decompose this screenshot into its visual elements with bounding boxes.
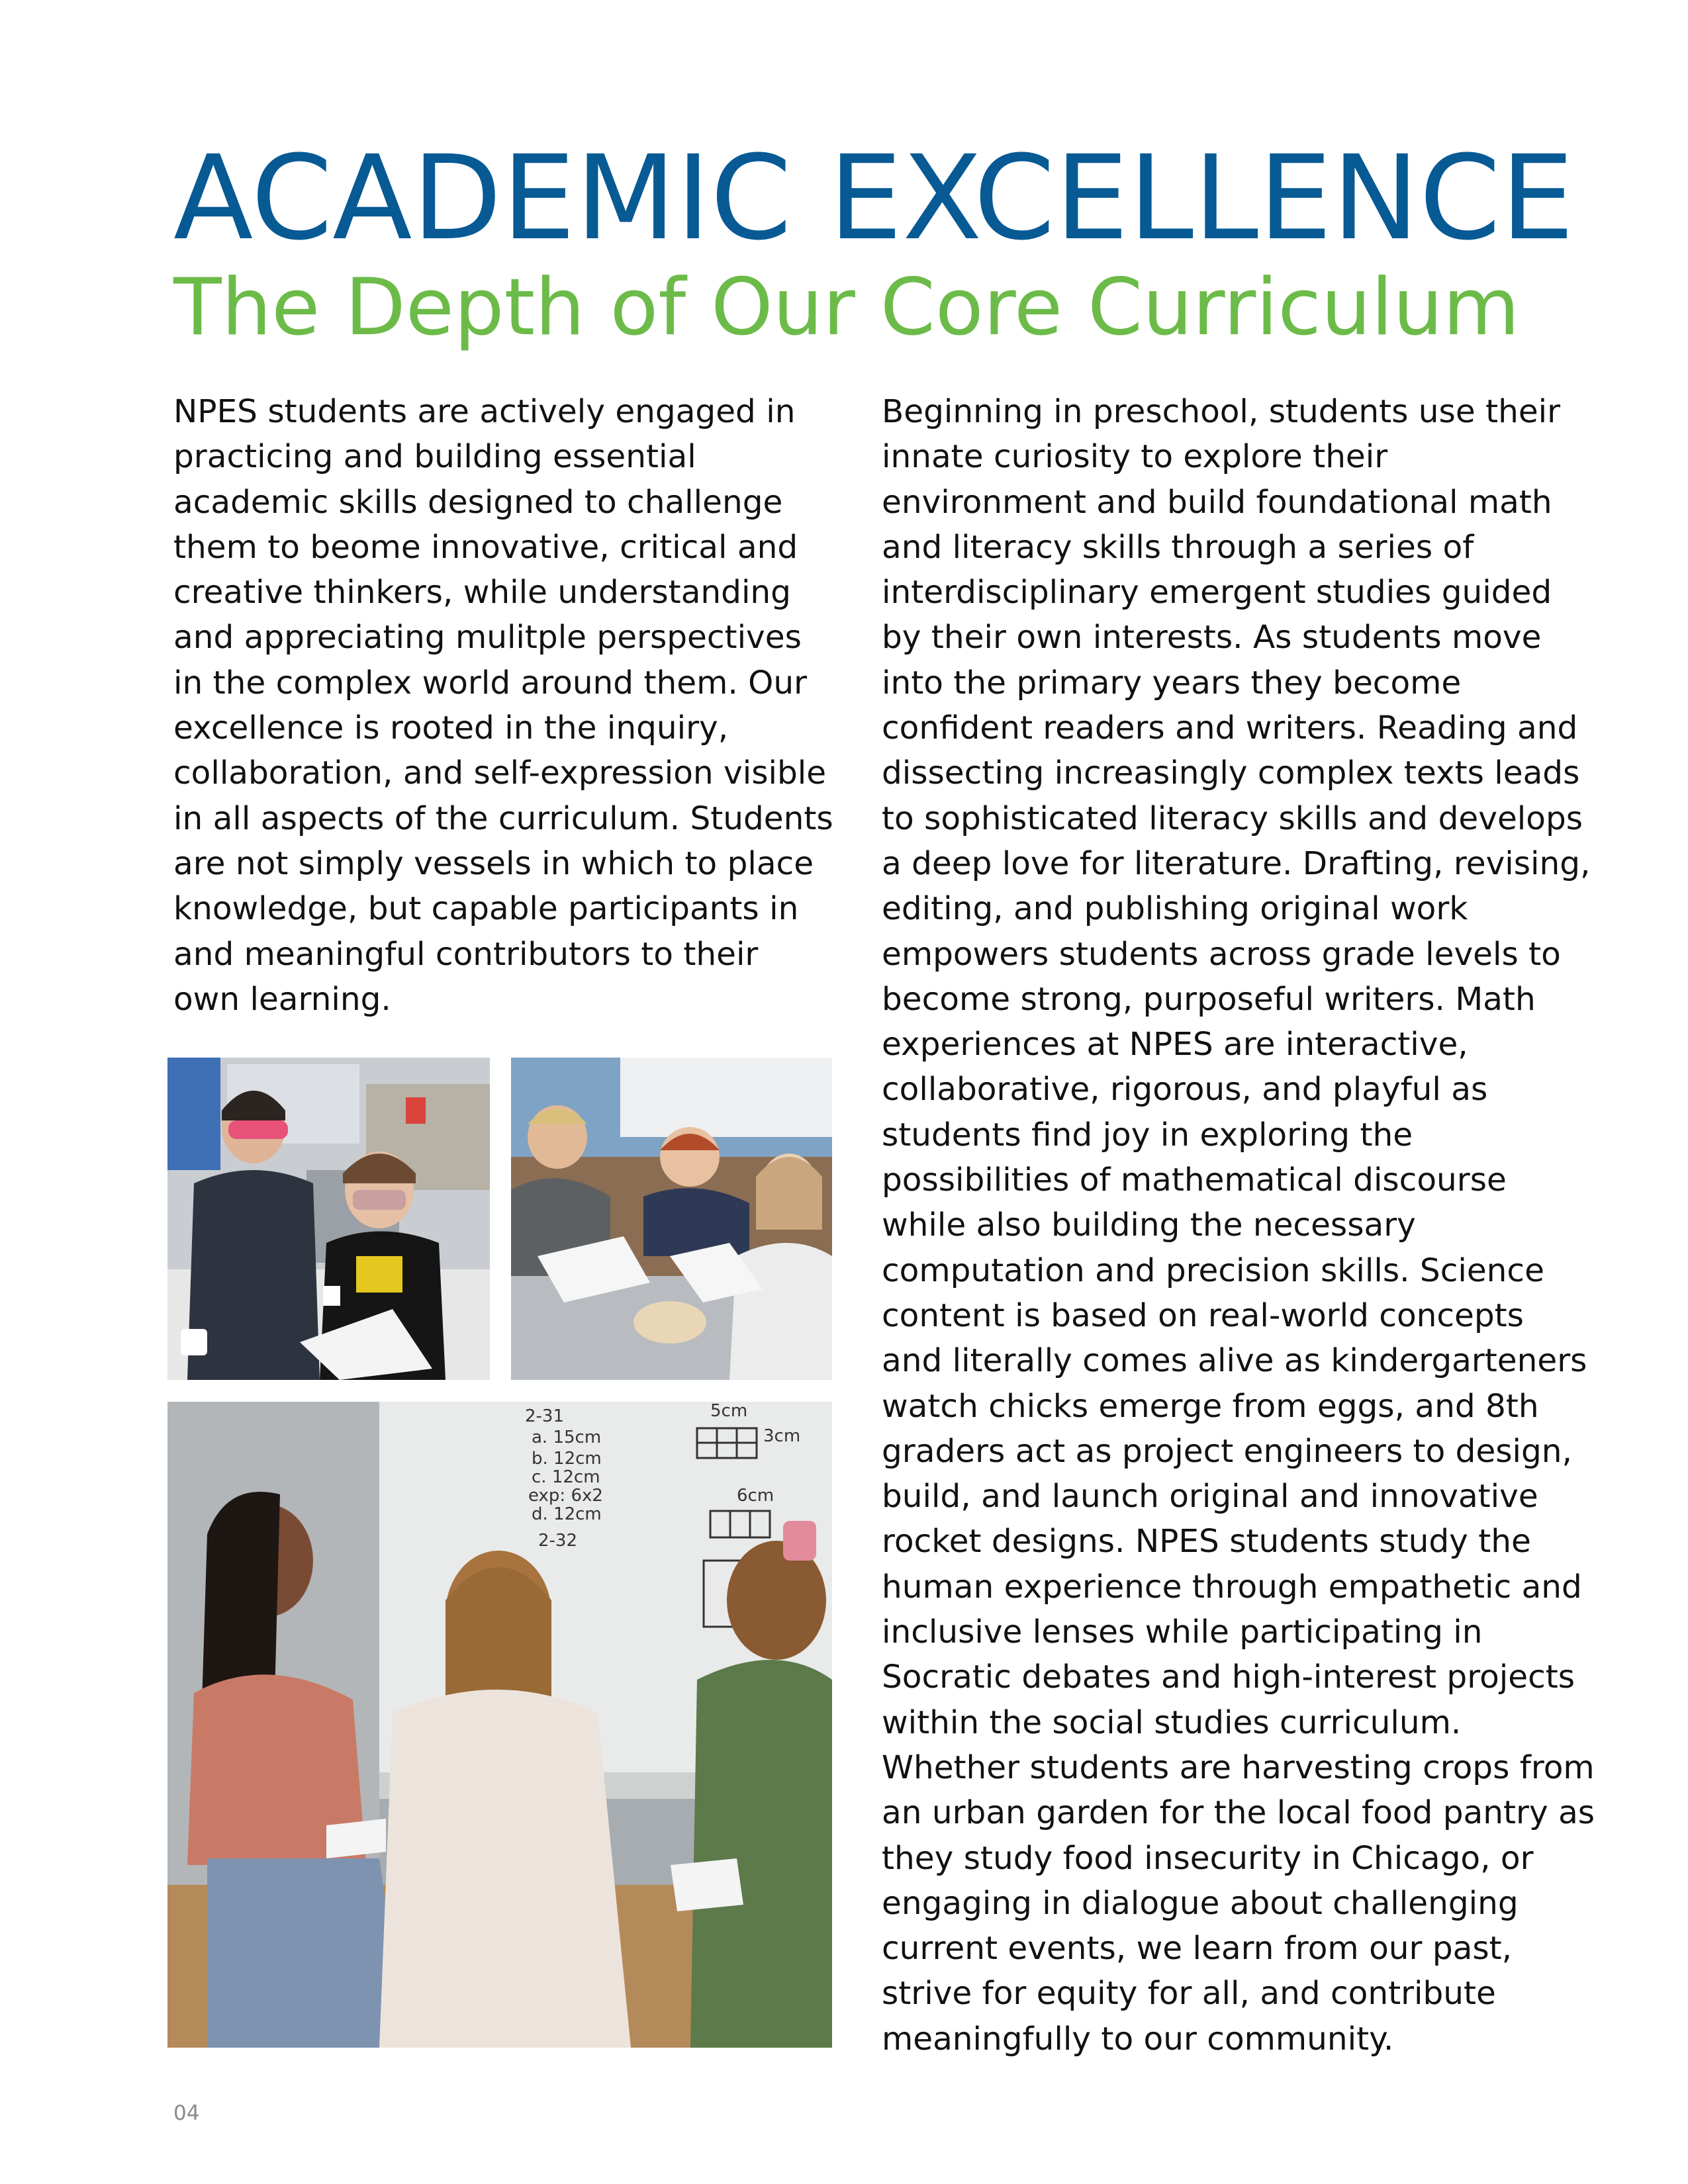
- whiteboard-line: d. 12cm: [532, 1504, 602, 1524]
- page-number: 04: [173, 2101, 200, 2125]
- curriculum-paragraph: Beginning in preschool, students use their innate curiosity to explore their environment and build foundational math and literacy skills through a series of interdisciplinary emergent studies guided by their own interests. As students move into the primary years they become confident readers and writers. Reading and dissecting increasingly complex texts leads to sophisticated literacy skills and develops a deep love for literature. Drafting, revising, editing, and publishing original work empowers students across grade levels to become strong, purposeful writers. Math experiences at NPES are interactive, collaborative, rigorous, and playful as students find joy in exploring the possibilities of mathematical discourse while also building the necessary computation and precision skills. Science content is based on real-world concepts and literally comes alive as kindergarteners watch chicks emerge from eggs, and 8th graders act as project engineers to design, build, and launch original and innovative rocket designs. NPES students study the human experience through empathetic and inclusive lenses while participating in Socratic debates and high-interest projects within the social studies curriculum. Whether students are harvesting crops from an urban garden for the local food pantry as they study food insecurity in Chicago, or engaging in dialogue about challenging current events, we learn from our past, strive for equity for all, and contribute meaningfully to our community.: [882, 393, 1595, 2058]
- whiteboard-line: 5cm: [710, 1402, 748, 1421]
- whiteboard-line: 2-31: [525, 1406, 565, 1426]
- whiteboard-line: exp: 6x2: [528, 1486, 603, 1506]
- whiteboard-line: c. 12cm: [532, 1467, 600, 1487]
- whiteboard-line: 6cm: [737, 1486, 774, 1506]
- whiteboard-line: b. 12cm: [532, 1449, 602, 1469]
- intro-paragraph: NPES students are actively engaged in practicing and building essential academic skills designed to challenge them to beome innovative, critical and creative thinkers, while understanding and appreciating mulitple perspectives in the complex world around them. Our excellence is rooted in the inquiry, collaboration, and self-expression visible in all aspects of the curriculum. Students are not simply vessels in which to place knowledge, but capable participants in and meaningful contributors to their own learning.: [173, 393, 833, 1018]
- page-subtitle: The Depth of Our Core Curriculum: [173, 262, 1520, 353]
- whiteboard-line: 3cm: [763, 1426, 801, 1446]
- photo-whiteboard-math: [167, 1402, 832, 2048]
- whiteboard-line: 2-32: [538, 1531, 578, 1551]
- whiteboard-line: a. 15cm: [532, 1428, 602, 1447]
- photo-classroom-writing: [511, 1058, 832, 1380]
- page-title: ACADEMIC EXCELLENCE: [173, 130, 1575, 266]
- photo-science-lab: [167, 1058, 490, 1380]
